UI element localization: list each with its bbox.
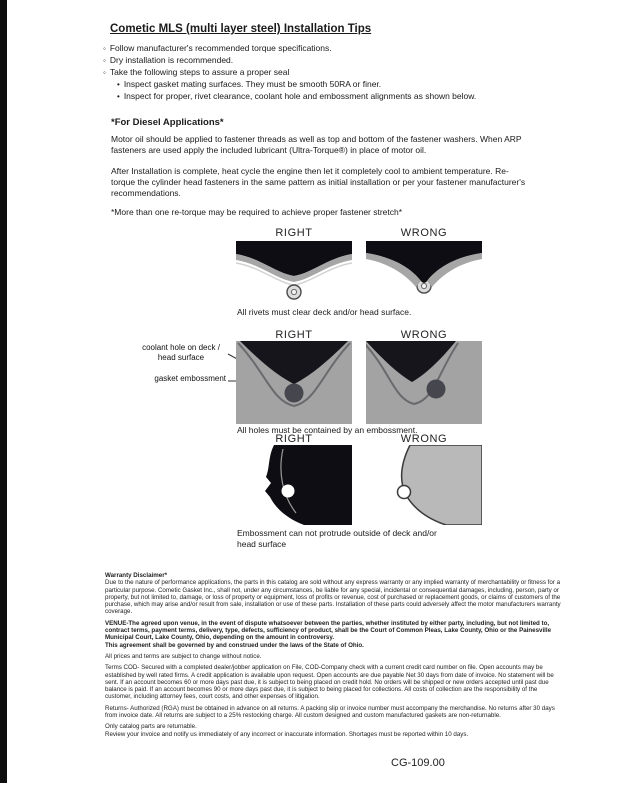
embossment-protruding-diagram xyxy=(366,445,482,525)
fig3-wrong-label: WRONG xyxy=(400,433,448,445)
fig1-caption: All rivets must clear deck and/or head surface. xyxy=(237,307,412,317)
bullet-icon: ◦ xyxy=(103,56,106,65)
list-item xyxy=(117,80,573,89)
prices-note: All prices and terms are subject to change without notice. xyxy=(105,652,262,660)
venue-governing-law: This agreement shall be governed by and construed under the laws of the State of Ohio. xyxy=(105,641,364,649)
hole-not-contained-diagram xyxy=(366,341,482,424)
coolant-hole-callout: coolant hole on deck / head surface xyxy=(142,343,220,362)
catalog-page-code: CG-109.00 xyxy=(391,757,445,769)
review-note: Review your invoice and notify us immediately of any incorrect or inaccurate information. Shortages must be reported within 10 days. xyxy=(105,730,469,738)
fig1-wrong-label: WRONG xyxy=(400,227,448,239)
list-item xyxy=(117,92,573,101)
catalog-note: Only catalog parts are returnable. xyxy=(105,723,197,731)
list-item-text: Inspect gasket mating surfaces. They must be smooth 50RA or finer. xyxy=(123,79,382,89)
fig3-wrong-image xyxy=(366,445,482,525)
bullet-icon: ◦ xyxy=(103,68,106,77)
diesel-paragraph-1: Motor oil should be applied to fastener threads as well as top and bottom of the fastener washers. When ARP fasteners are used apply the included lubricant (Ultra-Torque®) in place of motor oil. xyxy=(111,134,522,156)
embossment-inside-diagram xyxy=(236,445,352,525)
diesel-paragraph-2: After Installation is complete, heat cycle the engine then let it completely cool to ambient temperature. Re-torque the cylinder head fasteners in the same pattern as initial installation or per your fastener manufacturer's recommendations. xyxy=(111,166,526,199)
fig2-wrong-image xyxy=(366,341,482,424)
returns-body: Returns- Authorized (RGA) must be obtained in advance on all returns. A packing slip or invoice number must accompany the merchandise. No returns after 30 days from invoice date. All returns are subject to a 25% restocking charge. All custom designed and custom manufactured gaskets are non-returnable. xyxy=(105,704,555,720)
terms-body: Terms COD- Secured with a completed dealer/jobber application on File, COD-Company check with a current credit card number on file. Open accounts may be established by well rated firms. A credit application is available upon request. Open accounts are due payable Net 30 days from date of invoice. No statement will be sent. If an account becomes 60 or more days past due, it is subject to being placed on credit hold. No orders will be shipped or new orders accepted until past due balance is paid. If an account becomes 90 or more days past due, it is subject to being placed for collections. All costs of collection are the responsibility of the customer, including attorney fees, court costs, and other expenses of litigation. xyxy=(105,664,554,701)
list-item-text: Dry installation is recommended. xyxy=(109,55,234,65)
fig2-right-image xyxy=(236,341,352,424)
retorque-note: *More than one re-torque may be required to achieve proper fastener stretch* xyxy=(111,207,403,217)
venue-body: VENUE-The agreed upon venue, in the event of dispute whatsoever between the parties, whether instituted by either party, including, but not limited to, contract terms, payment terms, delivery, type, defects, sufficiency of product, shall be the Court of Common Pleas, Lake County, Ohio or the Painesville Municipal Court, Lake County, Ohio, depending on the amount in controversy. xyxy=(105,619,552,642)
gasket-embossment-callout: gasket embossment xyxy=(154,374,226,383)
list-item xyxy=(103,68,573,77)
page-title: Cometic MLS (multi layer steel) Installation Tips xyxy=(110,23,372,35)
fig3-right-label: RIGHT xyxy=(275,433,313,445)
list-item xyxy=(103,56,573,65)
list-item-text: Follow manufacturer's recommended torque specifications. xyxy=(109,43,332,53)
warranty-body: Due to the nature of performance applications, the parts in this catalog are sold without any express warranty or any implied warranty of merchantability or fitness for a particular purpose. Cometic Gasket Inc., shall not, under any circumstances, be liable for any special, incidental or consequential damages, including, person, party or property, but not limited to, damage, or loss of property or equipment, loss of profits or revenue, cost of purchased or replacement goods, or claims of customers of the purchase, which may arise and/or result from sale, installation or use of these parts. Installation of these parts could adversely affect the motor manufacturers warranty coverage. xyxy=(105,579,561,616)
rivet-interference-diagram xyxy=(366,241,482,305)
page-binding-strip xyxy=(0,0,7,783)
list-item xyxy=(103,44,573,53)
fig1-wrong-image xyxy=(366,241,482,305)
warranty-heading: Warranty Disclaimer* xyxy=(105,572,168,579)
bullet-icon: • xyxy=(117,92,120,101)
fig1-right-image xyxy=(236,241,352,305)
installation-tips-sublist xyxy=(117,80,573,101)
legal-disclaimer-block xyxy=(105,572,562,742)
diesel-applications-heading: *For Diesel Applications* xyxy=(111,117,224,128)
bullet-icon: • xyxy=(117,80,120,89)
fig3-right-image xyxy=(236,445,352,525)
fig2-wrong-label: WRONG xyxy=(400,329,448,341)
installation-tips-list xyxy=(103,44,573,104)
fig2-right-label: RIGHT xyxy=(275,329,313,341)
bullet-icon: ◦ xyxy=(103,44,106,53)
rivet-clear-diagram xyxy=(236,241,352,305)
fig2-caption: All holes must be contained by an embossment. xyxy=(237,425,418,435)
list-item-text: Inspect for proper, rivet clearance, coolant hole and embossment alignments as shown below. xyxy=(123,91,477,101)
hole-contained-diagram xyxy=(236,341,352,424)
list-item-text: Take the following steps to assure a proper seal xyxy=(109,67,290,77)
fig1-right-label: RIGHT xyxy=(275,227,313,239)
fig3-caption: Embossment can not protrude outside of deck and/or head surface xyxy=(237,528,437,549)
